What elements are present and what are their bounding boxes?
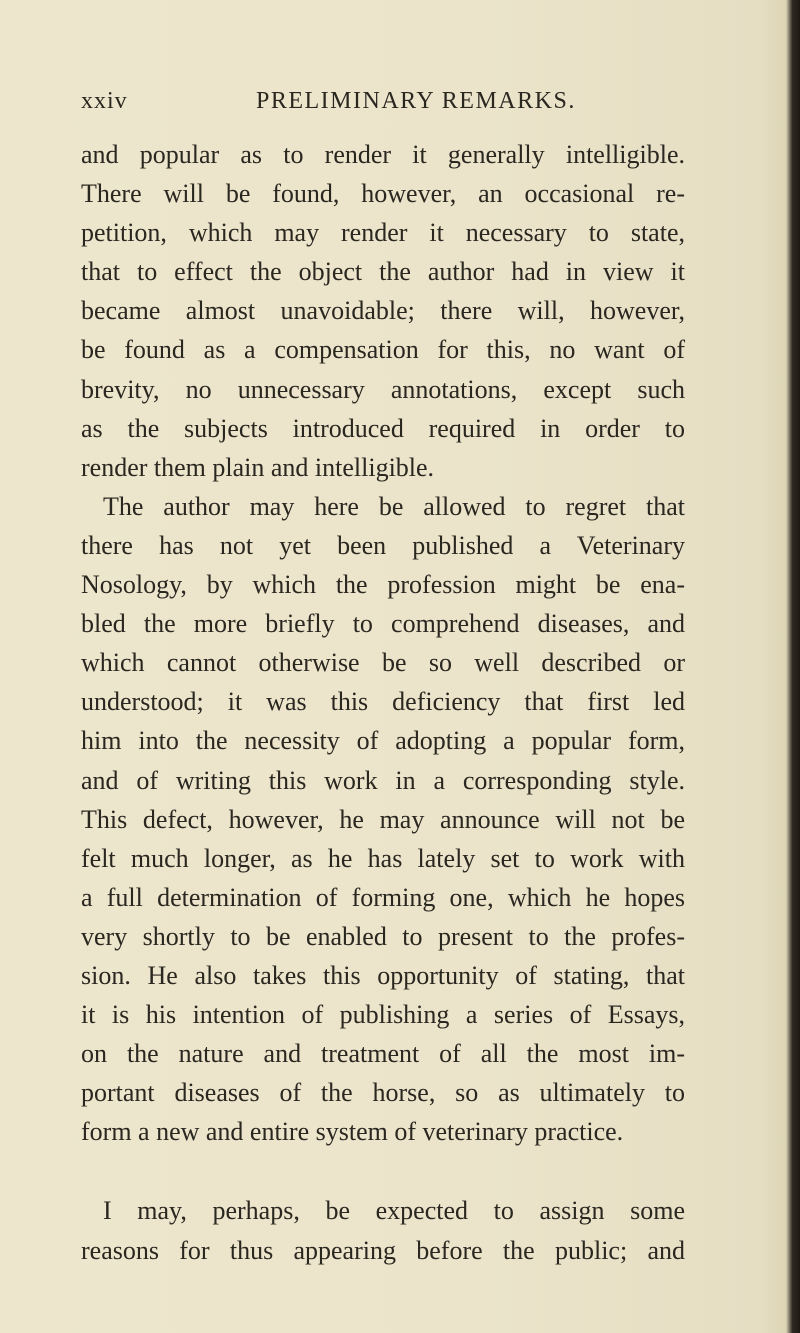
text-line: on the nature and treatment of all the most im- (81, 1039, 685, 1069)
paragraph-spacer (81, 1151, 685, 1191)
text-line: which cannot otherwise be so well described or (81, 648, 685, 678)
text-line: that to effect the object the author had in view it (81, 257, 685, 287)
text-line: The author may here be allowed to regret that (103, 491, 685, 521)
text-line: portant diseases of the horse, so as ultimately to (81, 1078, 685, 1108)
paragraph-2 (81, 487, 685, 1152)
text-line: Nosology, by which the profession might be ena- (81, 570, 685, 600)
paragraph-1 (81, 135, 685, 487)
page-edge-shadow (786, 0, 800, 1333)
paragraph-3 (81, 1191, 685, 1269)
text-line: and of writing this work in a corresponding style. (81, 765, 685, 795)
text-line: a full determination of forming one, which he hopes (81, 882, 685, 912)
text-line: as the subjects introduced required in order to (81, 413, 685, 443)
text-line: form a new and entire system of veterinary practice. (81, 1117, 624, 1147)
text-line: brevity, no unnecessary annotations, except such (81, 374, 685, 404)
text-line: became almost unavoidable; there will, however, (81, 296, 685, 326)
page-header (81, 88, 701, 118)
text-line: it is his intention of publishing a series of Essays, (81, 1000, 685, 1030)
text-line: felt much longer, as he has lately set to work with (81, 843, 685, 873)
text-line: I may, perhaps, be expected to assign some (103, 1196, 685, 1226)
page-number: xxiv (81, 88, 128, 114)
text-line: This defect, however, he may announce will not be (81, 804, 685, 834)
body-text (81, 135, 685, 1270)
text-line: petition, which may render it necessary to state, (81, 218, 685, 248)
text-line: render them plain and intelligible. (81, 452, 435, 482)
text-line: reasons for thus appearing before the public; and (81, 1235, 685, 1265)
text-line: there has not yet been published a Veterinary (81, 530, 685, 560)
text-line: There will be found, however, an occasional re- (81, 179, 685, 209)
text-line: understood; it was this deficiency that first led (81, 687, 685, 717)
running-title: PRELIMINARY REMARKS. (256, 88, 576, 114)
text-line: bled the more briefly to comprehend diseases, and (81, 609, 685, 639)
text-line: very shortly to be enabled to present to the profes- (81, 921, 685, 951)
text-line: him into the necessity of adopting a popular form, (81, 726, 685, 756)
text-line: be found as a compensation for this, no want of (81, 335, 685, 365)
text-line: and popular as to render it generally intelligible. (81, 140, 685, 169)
text-line: sion. He also takes this opportunity of stating, that (81, 960, 685, 990)
